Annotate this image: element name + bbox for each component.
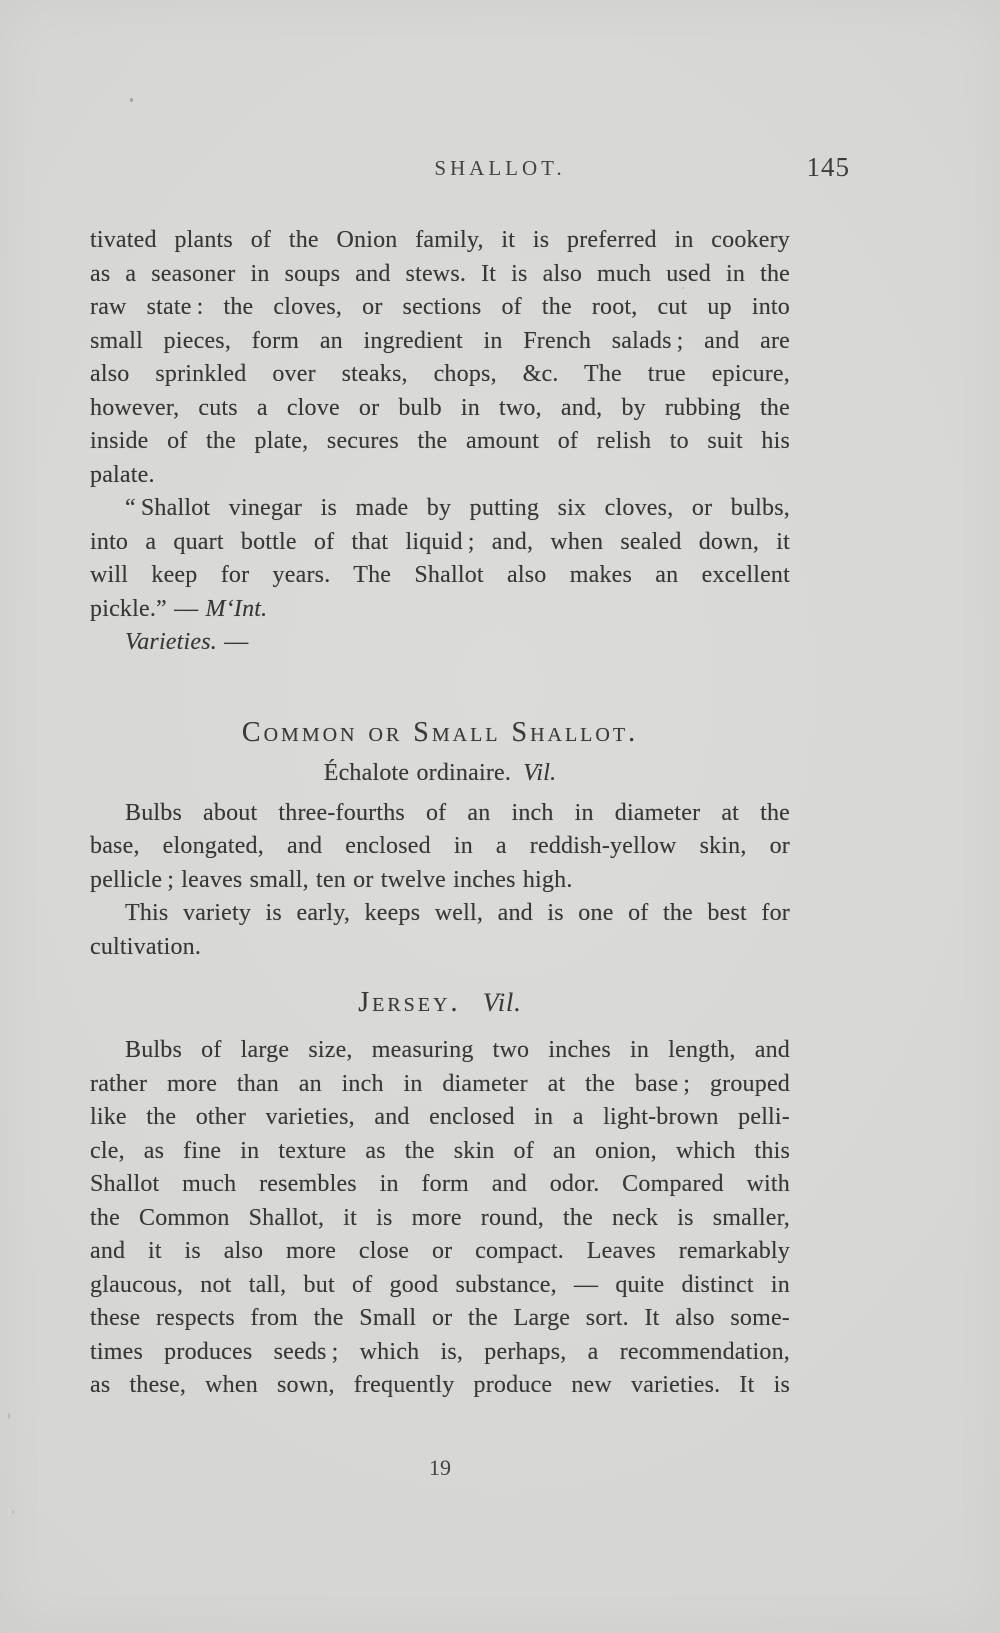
variety-subheading: Échalote ordinaire. Vil. — [323, 759, 557, 786]
section-heading: Common or Small Shallot. — [241, 716, 639, 748]
page-number: 145 — [806, 152, 850, 182]
text-line: and it is also more close or compact. Leaves remarkably — [90, 1238, 790, 1264]
text-line: times produces seeds ; which is, perhaps, a recommendation, — [90, 1338, 790, 1365]
text-line: tivated plants of the Onion family, it is preferred in cookery — [90, 227, 790, 253]
text-line: Shallot much resembles in form and odor. Compared with — [90, 1171, 790, 1197]
text-line: into a quart bottle of that liquid ; and, when sealed down, it — [90, 528, 790, 555]
text-line: also sprinkled over steaks, chops, &c. The true epicure, — [90, 361, 790, 387]
text-line: Bulbs about three-fourths of an inch in diameter at the — [125, 799, 790, 826]
paper-speck — [130, 98, 133, 102]
text-line: rather more than an inch in diameter at the base ; grouped — [90, 1070, 790, 1097]
text-line: however, cuts a clove or bulb in two, and, by rubbing the — [90, 394, 790, 421]
text-line: pickle.” — M‘Int. — [90, 595, 268, 622]
running-head: SHALLOT. — [434, 156, 566, 180]
text-line: cultivation. — [90, 933, 202, 960]
text-line: will keep for years. The Shallot also makes an excellent — [90, 562, 790, 588]
signature-mark: 19 — [429, 1454, 451, 1480]
text-line: small pieces, form an ingredient in French salads ; and are — [90, 327, 790, 354]
text-line: palate. — [90, 461, 155, 488]
section-heading: Jersey. Vil. — [358, 987, 522, 1018]
paper-speck — [682, 287, 684, 289]
text-line: Varieties. — — [125, 629, 249, 655]
text-line: as a seasoner in soups and stews. It is also much used in the — [90, 260, 790, 287]
text-line: inside of the plate, secures the amount of relish to suit his — [90, 428, 790, 454]
text-line: these respects from the Small or the Large sort. It also some- — [90, 1305, 790, 1331]
text-line: “ Shallot vinegar is made by putting six cloves, or bulbs, — [125, 495, 790, 521]
paper-speck — [12, 1510, 14, 1514]
text-line: glaucous, not tall, but of good substance, — quite distinct in — [90, 1271, 790, 1298]
text-line: like the other varieties, and enclosed in a light-brown pelli- — [90, 1104, 790, 1130]
text-line: This variety is early, keeps well, and is one of the best for — [125, 900, 790, 926]
text-column — [90, 224, 790, 1403]
text-line: raw state : the cloves, or sections of the root, cut up into — [90, 294, 790, 320]
paper-speck — [8, 1413, 10, 1419]
text-line: the Common Shallot, it is more round, the neck is smaller, — [90, 1204, 790, 1231]
text-line: cle, as fine in texture as the skin of an onion, which this — [90, 1137, 790, 1164]
text-line: Bulbs of large size, measuring two inches in length, and — [125, 1037, 790, 1063]
text-line: pellicle ; leaves small, ten or twelve inches high. — [90, 866, 573, 893]
text-line: as these, when sown, frequently produce new varieties. It is — [90, 1372, 790, 1398]
page-header — [150, 0, 850, 184]
text-line: base, elongated, and enclosed in a reddish-yellow skin, or — [90, 833, 790, 859]
